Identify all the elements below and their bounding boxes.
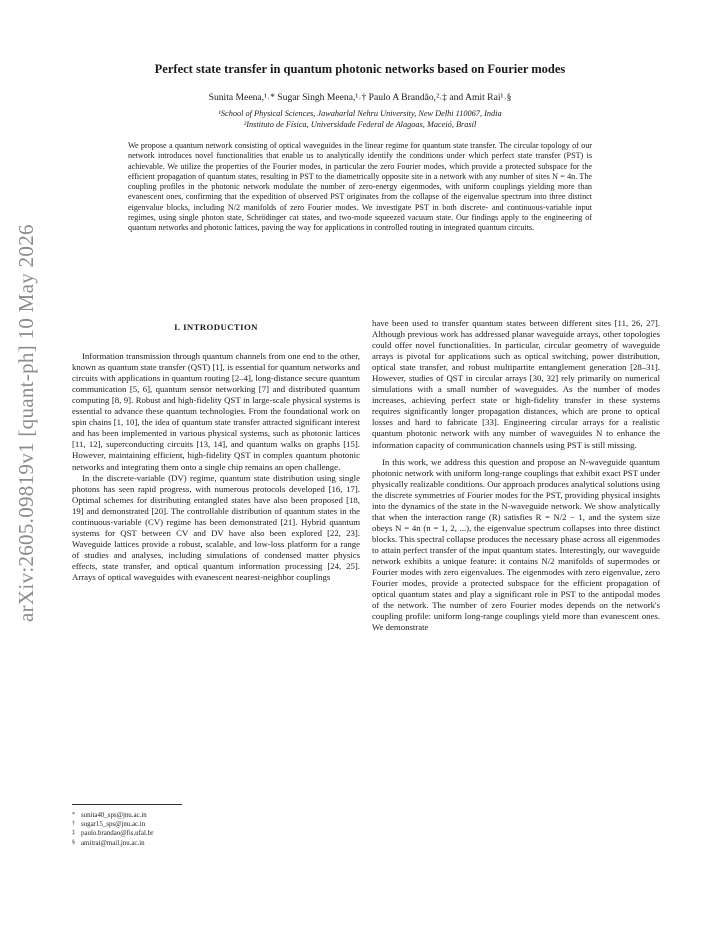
footnote-mark: § — [72, 839, 75, 846]
affiliation-2: ²Instituto de Física, Universidade Federal de Alagoas, Maceió, Brasil — [243, 120, 477, 129]
affiliation-1: ¹School of Physical Sciences, Jawaharlal Nehru University, New Delhi 110067, India — [218, 109, 502, 118]
footnote-email[interactable]: paulo.brandao@fis.ufal.br — [81, 830, 154, 838]
footnote-item — [72, 811, 360, 820]
footnote-mark: † — [72, 821, 75, 828]
section-heading-introduction: I. INTRODUCTION — [174, 322, 258, 332]
intro-paragraph-1: Information transmission through quantum channels from one end to the other, known as quantum state transfer (QST) [1], is essential for quantum networks and circuits with applications in quantum routing [2–4], long-distance secure quantum communication [5, 6], quantum sensor networking [7] and distributed quantum computing [8, 9]. Robust and high-fidelity QST in large-scale physical systems is essential to advance these quantum technologies. From the foundational work on spin chains [1, 10], the idea of quantum state transfer attracted significant interest and has been implemented in various physical systems, such as photonic lattices [11, 12], superconducting circuits [13, 14], and quantum walks on graphs [15]. However, maintaining efficient, high-fidelity QST in complex quantum photonic networks and integrating them onto a single chip remains an open challenge. — [72, 351, 360, 472]
footnotes — [72, 804, 360, 848]
footnote-email[interactable]: amitrai@mail.jnu.ac.in — [81, 839, 145, 847]
arxiv-identifier-stamp: arXiv:2605.09819v1 [quant-ph] 10 May 2026 — [14, 224, 38, 622]
footnote-email[interactable]: sugar15_sps@jnu.ac.in — [81, 821, 146, 829]
abstract: We propose a quantum network consisting of optical waveguides in the linear regime for quantum state transfer. The circular topology of our network introduces novel functionalities that enable us to analytically identify the conditions under which perfect state transfer (PST) is achievable. We utilize the properties of the Fourier modes, in particular the zero Fourier modes, which provide a protected subspace for the efficient propagation of quantum states, resulting in PST to the diametrically opposite site in a network with any number of sites N = 4n. The coupling profiles in the photonic network modulate the number of zero-energy eigenmodes, with uniform couplings yielding more than evanescent ones, confirming that the expedition of observed PST originates from the collapse of the eigenvalue spectrum into three distinct eigenvalue blocks, including N/2 manifolds of zero Fourier modes. We investigate PST in both discrete- and continuous-variable input regimes, using single photon state, Schrödinger cat states, and two-mode squeezed vacuum state. Our findings apply to the engineering of quantum networks and photonic lattices, paving the way for applications in controlled routing in integrated quantum circuits. — [128, 141, 592, 233]
paper-title: Perfect state transfer in quantum photonic networks based on Fourier modes — [154, 62, 566, 76]
intro-paragraph-2-continued: have been used to transfer quantum states between different sites [11, 26, 27]. Although previous work has addressed planar waveguide arrays, other topologies could offer novel functionalities. In particular, circular geometry of waveguide arrays is pivotal for applications such as optical switching, power distribution, optical state transfer, and robust multipartite entanglement generation [28–31]. However, studies of QST in circular arrays [30, 32] rely primarily on numerical simulations with a small number of waveguides. As the number of modes increases, achieving perfect state or high-fidelity transfer in these systems requires significantly longer propagation distances, which are prone to optical losses and hard to fabricate [33]. Engineering circular arrays for a realistic quantum photonic network with any number of waveguides N to enhance the information capacity of communication channels using PST is still missing. — [372, 318, 660, 450]
footnote-item — [72, 820, 360, 829]
footnote-item — [72, 829, 360, 838]
footnote-rule — [72, 804, 182, 805]
footnote-item — [72, 839, 360, 848]
intro-paragraph-2: In the discrete-variable (DV) regime, quantum state distribution using single photons has seen rapid progress, with numerous protocols developed [16, 17]. Optimal schemes for distributing entangled states have also been proposed [18, 19] and demonstrated [20]. The controllable distribution of quantum states in the continuous-variable (CV) regime has been demonstrated [21]. Hybrid quantum systems for QST between CV and DV have also been explored [22, 23]. Waveguide lattices provide a robust, scalable, and low-loss platform for a range of studies and analyses, including simulations of condensed matter physics effects, state transfer, and optical quantum information processing [24, 25]. Arrays of optical waveguides with evanescent nearest-neighbor couplings — [72, 472, 360, 582]
footnote-email[interactable]: sunita40_sps@jnu.ac.in — [81, 812, 147, 819]
intro-paragraph-3: In this work, we address this question and propose an N-waveguide quantum photonic network with uniform long-range couplings that exhibit exact PST under physically realizable conditions. Our approach produces analytical solutions using the discrete symmetries of Fourier modes for the PST, providing physical insights into the dynamics of the state in the N-waveguide network. We show analytically that when the interaction range (R) satisfies R = N/2 − 1, and the system size obeys N = 4n (n = 1, 2, ...), the eigenvalue spectrum collapses into three distinct blocks. This spectral collapse produces the necessary phase across all eigenmodes to attain perfect transfer of the input quantum states. Interestingly, our waveguide network exhibits a unique feature: it contains N/2 manifolds of supermodes or Fourier modes with zero eigenvalues. The eigenmodes with zero eigenvalue, zero Fourier modes, provide a protected subspace for the efficient propagation of optical quantum states and play a significant role in PST to the antipodal modes of the network. The number of zero Fourier modes depends on the network's coupling profile: uniform long-range couplings yield more than evanescent ones. We demonstrate — [372, 456, 660, 633]
right-column — [372, 318, 660, 633]
footnote-mark: ‡ — [72, 830, 75, 837]
left-column — [72, 322, 360, 583]
author-list: Sunita Meena,¹˒* Sugar Singh Meena,¹˒† Paulo A Brandão,²˒‡ and Amit Rai¹˒§ — [208, 92, 512, 103]
footnote-mark: * — [72, 812, 75, 818]
